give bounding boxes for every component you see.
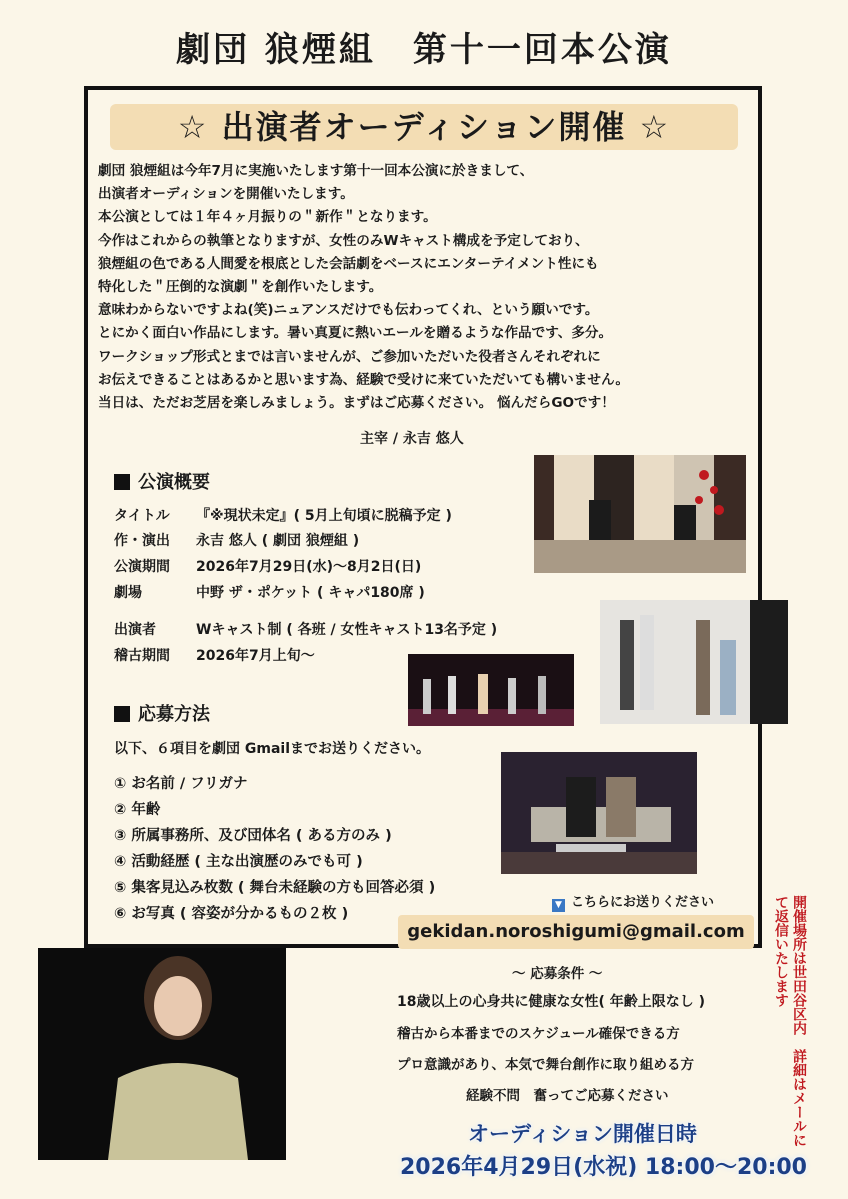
condition-item: 経験不問 奮ってご応募ください: [466, 1088, 669, 1104]
intro-text: [98, 160, 758, 415]
apply-item: ① お名前 / フリガナ: [114, 776, 248, 792]
intro-line: 当日は、ただお芝居を楽しみましょう。まずはご応募ください。 悩んだらGOです！: [98, 395, 615, 412]
intro-line: 本公演としては１年４ヶ月振りの＂新作＂となります。: [98, 209, 437, 226]
stage-photo-3: [501, 752, 697, 874]
intro-line: とにかく面白い作品にします。暑い真夏に熱いエールを贈るような作品です、多分。: [98, 325, 613, 342]
overview-row-theater: 劇場 中野 ザ・ポケット ( キャパ180席 ): [114, 585, 425, 601]
condition-item: 稽古から本番までのスケジュール確保できる方: [397, 1026, 680, 1042]
apply-item: ⑤ 集客見込み枚数 ( 舞台未経験の方も回答必須 ): [114, 880, 436, 896]
apply-instruction: 以下、６項目を劇団 Gmailまでお送りください。: [114, 741, 430, 757]
overview-row-director: 作・演出 永吉 悠人 ( 劇団 狼煙組 ): [114, 533, 360, 549]
intro-line: 今作はこれからの執筆となりますが、女性のみWキャスト構成を予定しており、: [98, 232, 589, 249]
intro-line: お伝えできることはあるかと思います為、経験で受けに来ていただいても構いません。: [98, 371, 629, 388]
triangle-down-icon: ▼: [552, 899, 565, 912]
apply-item: ⑥ お写真 ( 容姿が分かるもの２枚 ): [114, 906, 349, 922]
square-bullet-icon: [114, 474, 130, 490]
apply-heading: 応募方法: [114, 700, 210, 726]
overview-row-cast: 出演者 Wキャスト制 ( 各班 / 女性キャスト13名予定 ): [114, 622, 498, 638]
stage-photo-1: [534, 455, 746, 573]
venue-note: 開催場所は世田谷区内 詳細はメールにて返信いたします: [773, 895, 807, 1147]
audition-datetime: 2026年4月29日(水祝) 18:00～20:00: [400, 1155, 807, 1180]
intro-line: 狼煙組の色である人間愛を根底とした会話劇をベースにエンターテイメント性にも: [98, 255, 599, 272]
intro-line: ワークショップ形式とまでは言いませんが、ご参加いただいた役者さんそれぞれに: [98, 348, 601, 365]
overview-row-title: タイトル 『※現状未定』( 5月上旬頃に脱稿予定 ): [114, 508, 452, 524]
audition-date-title: オーディション開催日時: [468, 1122, 697, 1146]
actress-photo: [38, 948, 286, 1160]
overview-heading: 公演概要: [114, 468, 210, 494]
audition-banner: ☆ 出演者オーディション開催 ☆: [110, 104, 738, 150]
intro-line: 特化した＂圧倒的な演劇＂を創作いたします。: [98, 279, 383, 296]
overview-row-period: 公演期間 2026年7月29日(水)～8月2日(日): [114, 559, 422, 575]
apply-item: ③ 所属事務所、及び団体名 ( ある方のみ ): [114, 828, 392, 844]
condition-item: プロ意識があり、本気で舞台創作に取り組める方: [397, 1057, 694, 1073]
rehearsal-photo: [600, 600, 788, 724]
intro-line: 劇団 狼煙組は今年7月に実施いたします第十一回本公演に於きまして、: [98, 163, 534, 179]
intro-line: 出演者オーディションを開催いたします。: [98, 186, 354, 203]
overview-row-rehearsal: 稽古期間 2026年7月上旬～: [114, 648, 315, 664]
square-bullet-icon: [114, 706, 130, 722]
poster-title: 劇団 狼煙組 第十一回本公演: [176, 30, 672, 70]
stage-photo-2: [408, 654, 574, 726]
condition-item: 18歳以上の心身共に健康な女性( 年齢上限なし ): [397, 994, 706, 1010]
apply-item: ④ 活動経歴 ( 主な出演歴のみでも可 ): [114, 854, 363, 870]
email-address-link[interactable]: gekidan.noroshigumi@gmail.com: [398, 915, 754, 949]
intro-line: 意味わからないですよね(笑)ニュアンスだけでも伝わってくれ、という願いです。: [98, 302, 599, 319]
apply-item: ② 年齢: [114, 802, 161, 818]
director-signature: 主宰 / 永吉 悠人: [360, 431, 464, 447]
conditions-heading: ～ 応募条件 ～: [512, 966, 603, 982]
send-note: ▼ こちらにお送りください: [552, 891, 714, 912]
